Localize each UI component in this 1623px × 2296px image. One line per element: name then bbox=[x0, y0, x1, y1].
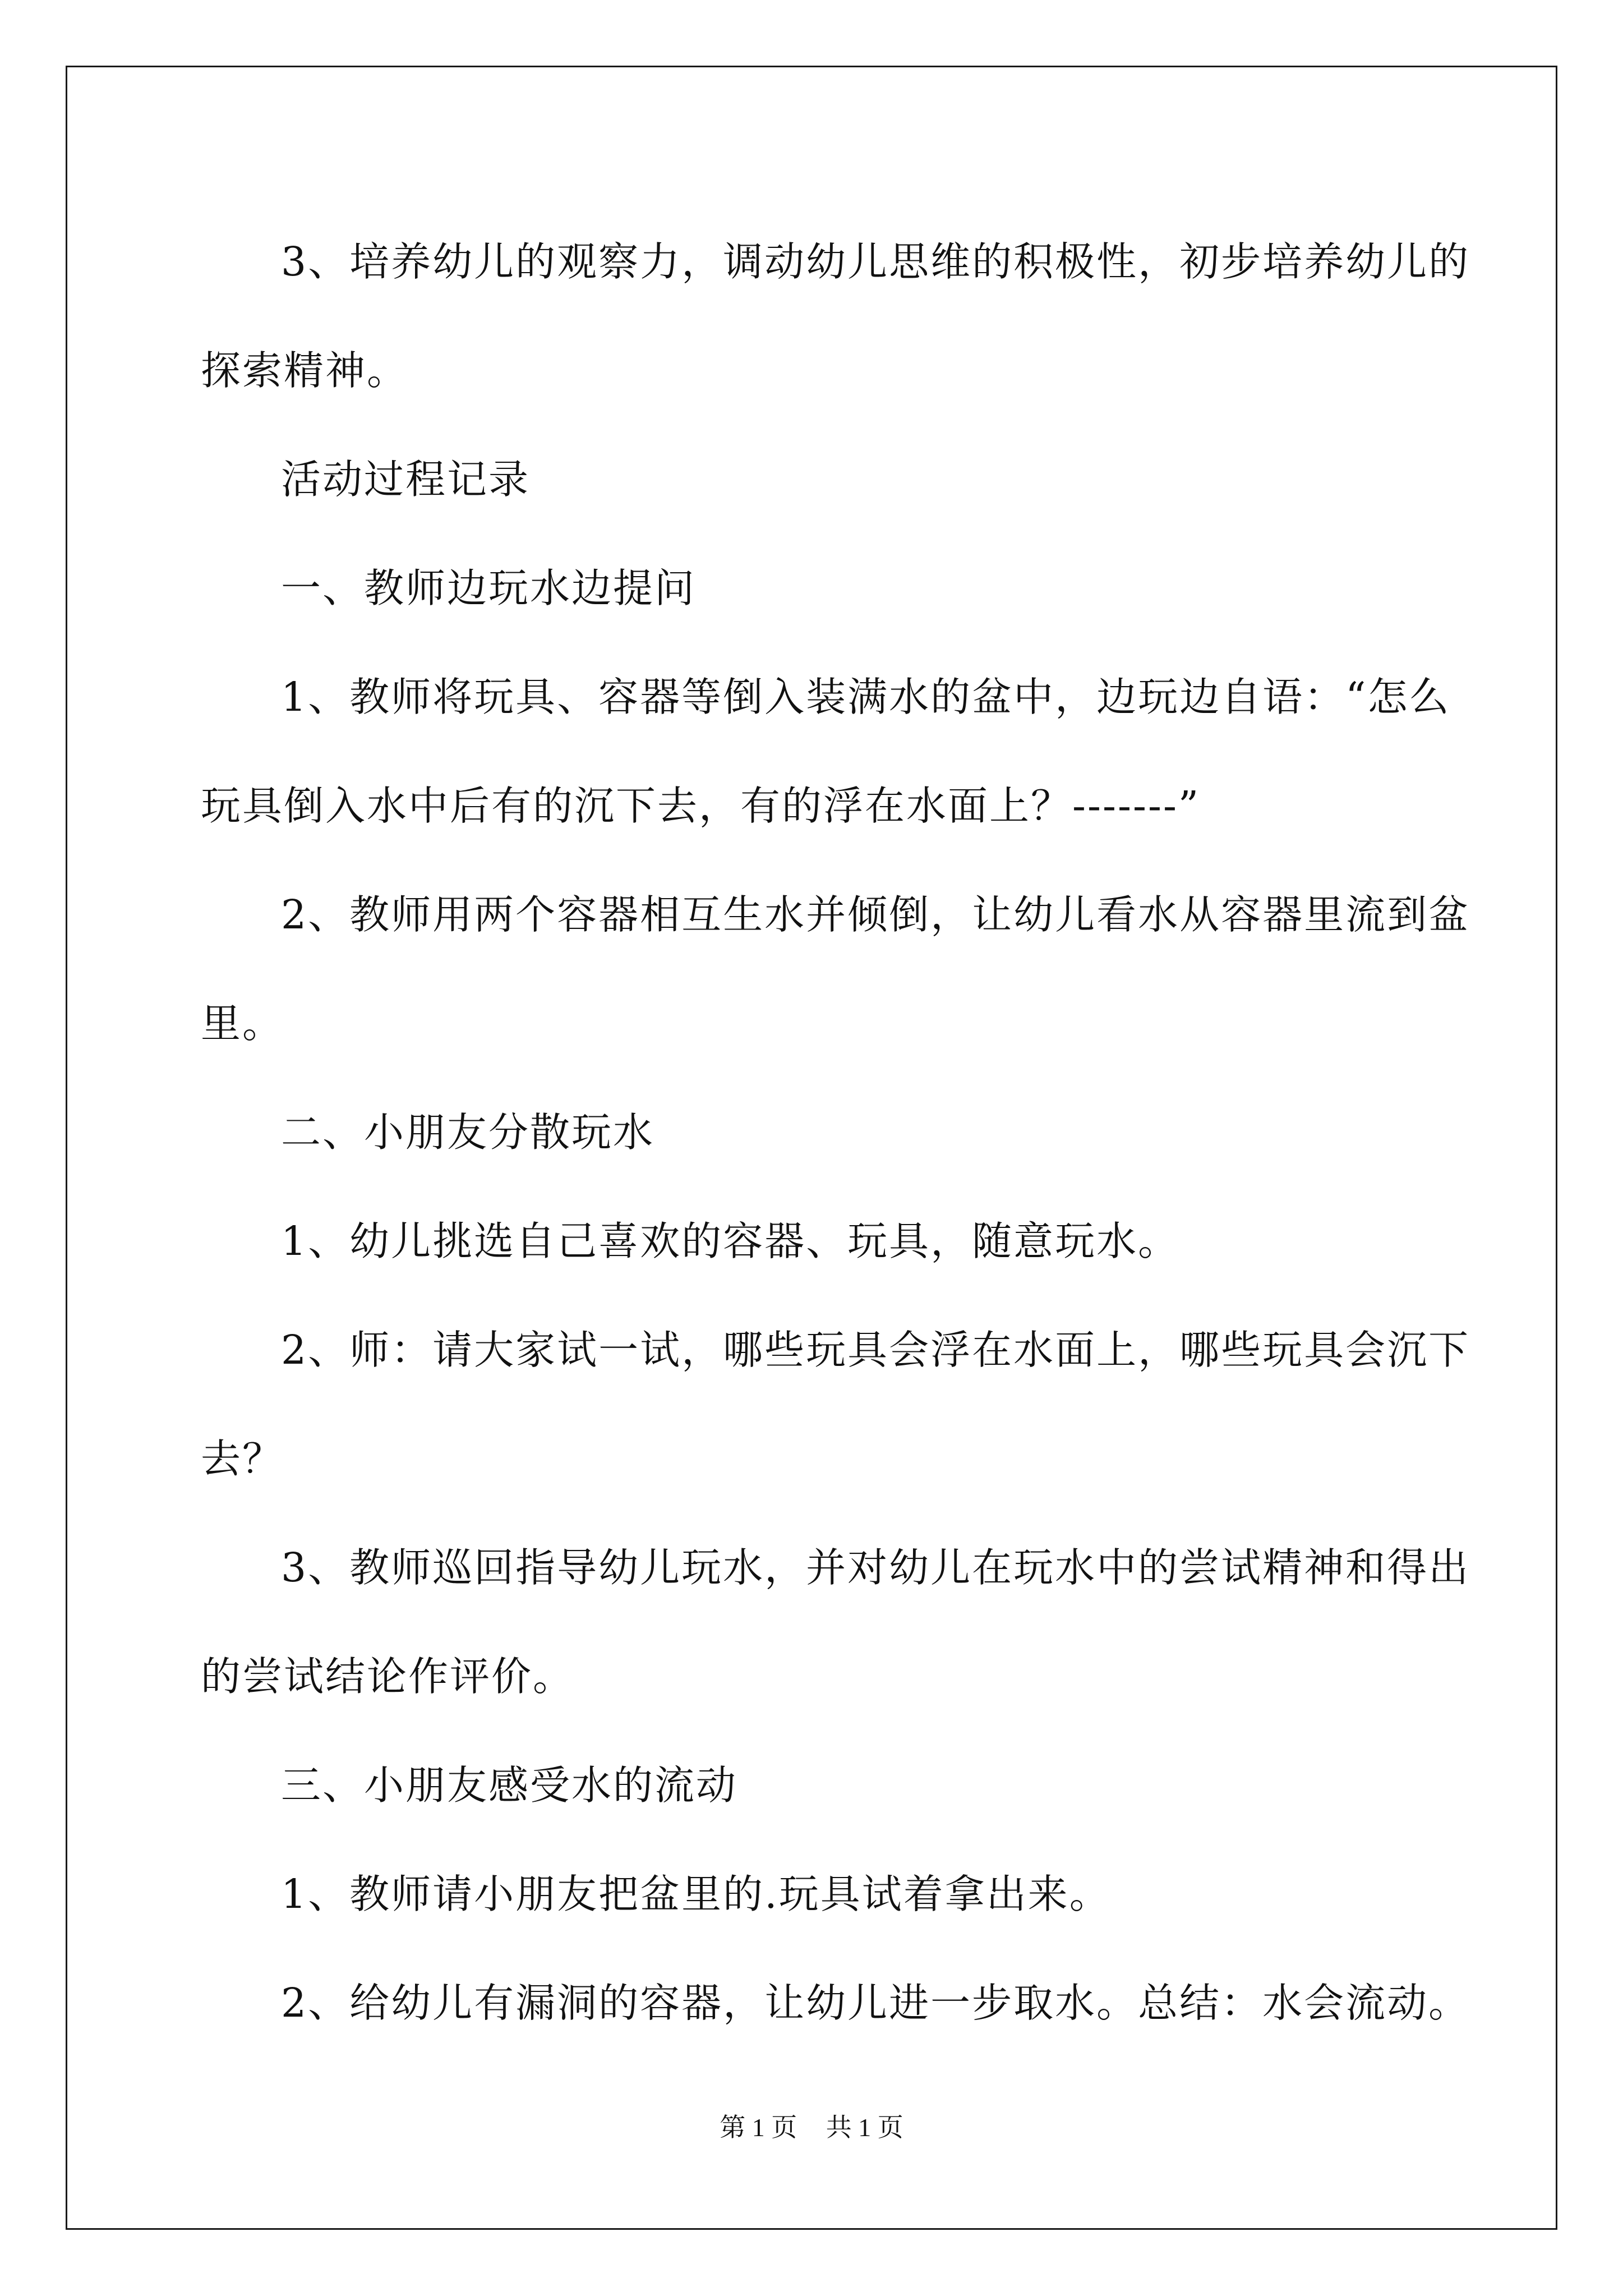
paragraph-line: 里。 bbox=[201, 1000, 284, 1047]
section-heading: 二、小朋友分散玩水 bbox=[281, 1109, 655, 1156]
paragraph-line: 1、幼儿挑选自己喜欢的容器、玩具，随意玩水。 bbox=[281, 1218, 1180, 1264]
document-body bbox=[201, 208, 1470, 2058]
paragraph-line: 去？ bbox=[201, 1435, 284, 1482]
paragraph-line: 2、师：请大家试一试，哪些玩具会浮在水面上，哪些玩具会沉下 bbox=[281, 1327, 1470, 1373]
page-footer bbox=[0, 2111, 1623, 2145]
paragraph-line: 3、教师巡回指导幼儿玩水，并对幼儿在玩水中的尝试精神和得出 bbox=[281, 1544, 1470, 1591]
paragraph-line: 2、给幼儿有漏洞的容器，让幼儿进一步取水。总结：水会流动。 bbox=[281, 1980, 1470, 2026]
paragraph-line: 3、培养幼儿的观察力，调动幼儿思维的积极性，初步培养幼儿的 bbox=[281, 238, 1470, 285]
page-total: 共 1 页 bbox=[826, 2113, 903, 2142]
paragraph-line: 玩具倒入水中后有的沉下去，有的浮在水面上？-------” bbox=[201, 783, 1201, 829]
section-heading: 三、小朋友感受水的流动 bbox=[281, 1762, 738, 1809]
paragraph-line: 探索精神。 bbox=[201, 347, 409, 394]
paragraph-line: 1、教师请小朋友把盆里的.玩具试着拿出来。 bbox=[281, 1871, 1111, 1917]
section-heading: 活动过程记录 bbox=[281, 456, 531, 503]
paragraph-line: 2、教师用两个容器相互生水并倾倒，让幼儿看水从容器里流到盆 bbox=[281, 891, 1470, 938]
section-heading: 一、教师边玩水边提问 bbox=[281, 565, 697, 611]
page-number: 第 1 页 bbox=[720, 2113, 797, 2142]
paragraph-line: 1、教师将玩具、容器等倒入装满水的盆中，边玩边自语：“怎么 bbox=[281, 674, 1451, 720]
paragraph-line: 的尝试结论作评价。 bbox=[201, 1653, 575, 1700]
